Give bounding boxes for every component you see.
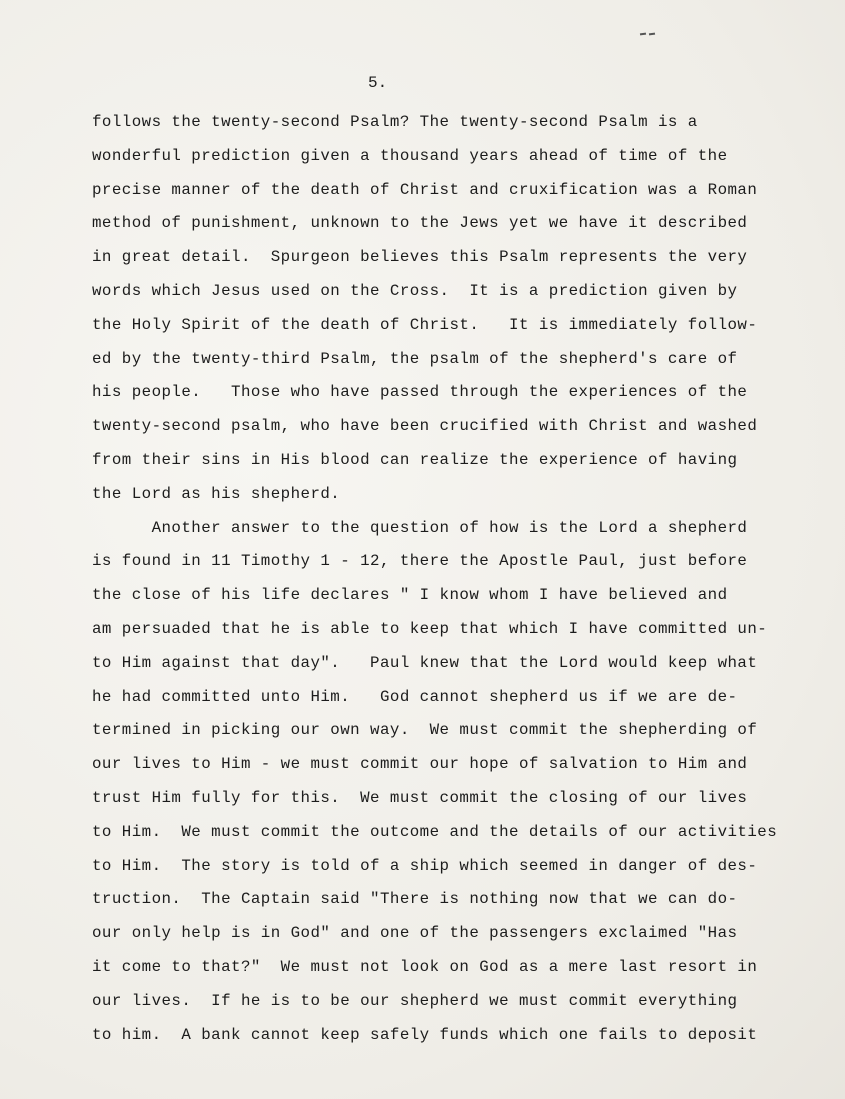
text-line: is found in 11 Timothy 1 - 12, there the Apostle Paul, just before: [92, 552, 748, 571]
text-line: our only help is in God" and one of the passengers exclaimed "Has: [92, 924, 738, 943]
page-number: 5.: [368, 74, 388, 92]
text-line: to him. A bank cannot keep safely funds which one fails to deposit: [92, 1025, 758, 1044]
text-line: the Holy Spirit of the death of Christ. It is immediately follow-: [92, 315, 758, 334]
text-line: precise manner of the death of Christ and cruxification was a Roman: [92, 180, 758, 199]
text-line: it come to that?" We must not look on God as a mere last resort in: [92, 957, 758, 976]
text-line: our lives to Him - we must commit our hope of salvation to Him and: [92, 755, 748, 774]
text-line: method of punishment, unknown to the Jews yet we have it described: [92, 214, 748, 233]
text-line: to Him against that day". Paul knew that the Lord would keep what: [92, 653, 758, 672]
text-line: twenty-second psalm, who have been crucified with Christ and washed: [92, 417, 758, 436]
text-line: he had committed unto Him. God cannot shepherd us if we are de-: [92, 687, 738, 706]
text-line: ed by the twenty-third Psalm, the psalm of the shepherd's care of: [92, 349, 738, 368]
text-line: to Him. The story is told of a ship which seemed in danger of des-: [92, 856, 758, 875]
text-line: in great detail. Spurgeon believes this Psalm represents the very: [92, 248, 748, 267]
text-line: Another answer to the question of how is the Lord a shepherd: [92, 518, 748, 537]
text-line: truction. The Captain said "There is nothing now that we can do-: [92, 890, 738, 909]
text-line: from their sins in His blood can realize the experience of having: [92, 450, 738, 469]
ink-mark: [640, 22, 660, 28]
text-line: our lives. If he is to be our shepherd we must commit everything: [92, 991, 738, 1010]
text-line: his people. Those who have passed through the experiences of the: [92, 383, 748, 402]
text-line: words which Jesus used on the Cross. It is a prediction given by: [92, 281, 738, 300]
text-line: follows the twenty-second Psalm? The twenty-second Psalm is a: [92, 113, 698, 131]
text-line: wonderful prediction given a thousand years ahead of time of the: [92, 146, 728, 165]
text-line: to Him. We must commit the outcome and the details of our activities: [92, 822, 778, 841]
text-line: the Lord as his shepherd.: [92, 484, 341, 503]
text-line: am persuaded that he is able to keep that which I have committed un-: [92, 619, 768, 638]
body-text: [92, 106, 802, 1052]
text-line: the close of his life declares " I know whom I have believed and: [92, 586, 728, 605]
text-line: trust Him fully for this. We must commit the closing of our lives: [92, 788, 748, 807]
text-line: termined in picking our own way. We must commit the shepherding of: [92, 721, 758, 740]
